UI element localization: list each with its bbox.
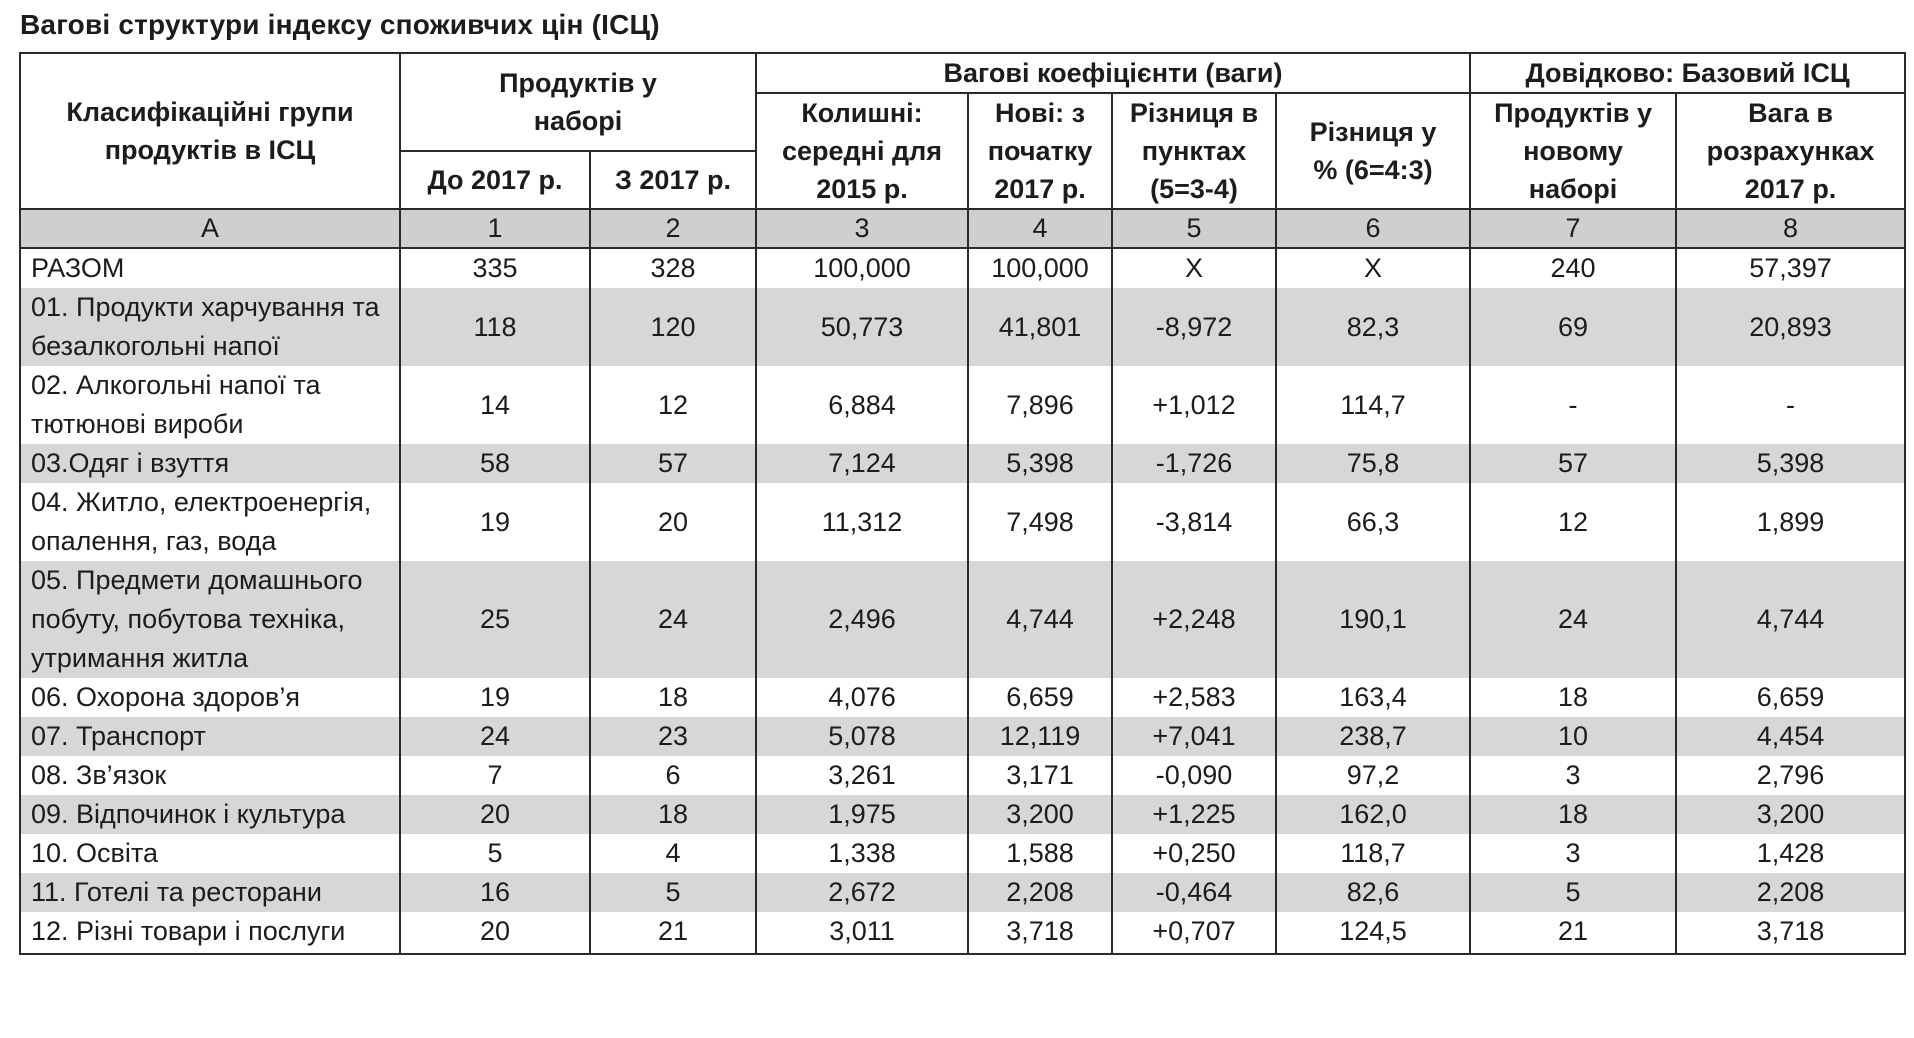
table-row bbox=[20, 795, 1905, 834]
row-value-c2: 4 bbox=[590, 834, 756, 873]
row-value-c8: 4,454 bbox=[1676, 717, 1905, 756]
row-value-c4: 1,588 bbox=[968, 834, 1112, 873]
table-row bbox=[20, 912, 1905, 954]
column-number: 3 bbox=[756, 209, 968, 248]
row-value-c4: 6,659 bbox=[968, 678, 1112, 717]
row-value-c7: - bbox=[1470, 366, 1676, 444]
table-row bbox=[20, 873, 1905, 912]
row-value-c8: 3,200 bbox=[1676, 795, 1905, 834]
row-value-c1: 118 bbox=[400, 288, 590, 366]
row-value-c2: 21 bbox=[590, 912, 756, 954]
row-value-c5: +2,583 bbox=[1112, 678, 1276, 717]
row-value-c8: 6,659 bbox=[1676, 678, 1905, 717]
row-value-c7: 3 bbox=[1470, 756, 1676, 795]
table-row bbox=[20, 561, 1905, 678]
row-value-c4: 5,398 bbox=[968, 444, 1112, 483]
row-value-c5: +1,225 bbox=[1112, 795, 1276, 834]
row-value-c5: +0,250 bbox=[1112, 834, 1276, 873]
row-group-name: 02. Алкогольні напої та тютюнові вироби bbox=[20, 366, 400, 444]
row-value-c3: 3,261 bbox=[756, 756, 968, 795]
row-value-c2: 5 bbox=[590, 873, 756, 912]
row-value-c3: 7,124 bbox=[756, 444, 968, 483]
row-value-c8: 1,899 bbox=[1676, 483, 1905, 561]
row-value-c2: 120 bbox=[590, 288, 756, 366]
row-value-c7: 10 bbox=[1470, 717, 1676, 756]
header-col4: Нові: з початку 2017 р. bbox=[968, 93, 1112, 209]
row-value-c2: 24 bbox=[590, 561, 756, 678]
row-group-name: 08. Зв’язок bbox=[20, 756, 400, 795]
row-group-name: 11. Готелі та ресторани bbox=[20, 873, 400, 912]
column-number: 7 bbox=[1470, 209, 1676, 248]
row-value-c1: 58 bbox=[400, 444, 590, 483]
row-group-name: 12. Різні товари і послуги bbox=[20, 912, 400, 954]
header-col3: Колишні: середні для 2015 р. bbox=[756, 93, 968, 209]
row-group-name: 04. Житло, електроенергія, опалення, газ, вода bbox=[20, 483, 400, 561]
row-value-c7: 240 bbox=[1470, 248, 1676, 288]
table-row bbox=[20, 834, 1905, 873]
row-value-c6: 82,6 bbox=[1276, 873, 1470, 912]
row-value-c6: 163,4 bbox=[1276, 678, 1470, 717]
row-value-c7: 18 bbox=[1470, 678, 1676, 717]
header-col6: Різниця у % (6=4:3) bbox=[1276, 93, 1470, 209]
row-value-c4: 12,119 bbox=[968, 717, 1112, 756]
row-value-c7: 5 bbox=[1470, 873, 1676, 912]
row-value-c8: 4,744 bbox=[1676, 561, 1905, 678]
table-row bbox=[20, 288, 1905, 366]
header-weights: Вагові коефіцієнти (ваги) bbox=[756, 53, 1470, 93]
row-value-c8: 2,208 bbox=[1676, 873, 1905, 912]
column-number: 1 bbox=[400, 209, 590, 248]
row-value-c5: -1,726 bbox=[1112, 444, 1276, 483]
row-value-c2: 6 bbox=[590, 756, 756, 795]
row-value-c6: 97,2 bbox=[1276, 756, 1470, 795]
table-header bbox=[20, 53, 1905, 248]
row-value-c1: 14 bbox=[400, 366, 590, 444]
row-value-c3: 50,773 bbox=[756, 288, 968, 366]
table-row bbox=[20, 717, 1905, 756]
row-value-c6: 75,8 bbox=[1276, 444, 1470, 483]
row-value-c6: 66,3 bbox=[1276, 483, 1470, 561]
header-col1: До 2017 р. bbox=[400, 151, 590, 209]
row-value-c1: 16 bbox=[400, 873, 590, 912]
header-group-col: Класифікаційні групи продуктів в ІСЦ bbox=[20, 53, 400, 209]
row-group-name: 01. Продукти харчування та безалкогольні напої bbox=[20, 288, 400, 366]
row-value-c1: 5 bbox=[400, 834, 590, 873]
row-value-c4: 3,200 bbox=[968, 795, 1112, 834]
row-value-c5: +0,707 bbox=[1112, 912, 1276, 954]
row-value-c1: 20 bbox=[400, 912, 590, 954]
row-value-c2: 20 bbox=[590, 483, 756, 561]
table-row bbox=[20, 248, 1905, 288]
row-value-c5: +7,041 bbox=[1112, 717, 1276, 756]
row-value-c3: 6,884 bbox=[756, 366, 968, 444]
row-value-c6: 124,5 bbox=[1276, 912, 1470, 954]
row-value-c7: 69 bbox=[1470, 288, 1676, 366]
row-value-c3: 5,078 bbox=[756, 717, 968, 756]
row-value-c1: 25 bbox=[400, 561, 590, 678]
row-value-c8: 5,398 bbox=[1676, 444, 1905, 483]
row-value-c3: 1,338 bbox=[756, 834, 968, 873]
table-row bbox=[20, 366, 1905, 444]
row-value-c5: +1,012 bbox=[1112, 366, 1276, 444]
table-row bbox=[20, 444, 1905, 483]
row-value-c4: 100,000 bbox=[968, 248, 1112, 288]
column-number: А bbox=[20, 209, 400, 248]
row-value-c6: 238,7 bbox=[1276, 717, 1470, 756]
row-value-c5: -0,090 bbox=[1112, 756, 1276, 795]
header-products: Продуктів у наборі bbox=[400, 53, 756, 151]
header-col7: Продуктів у новому наборі bbox=[1470, 93, 1676, 209]
row-group-name: 10. Освіта bbox=[20, 834, 400, 873]
row-value-c2: 57 bbox=[590, 444, 756, 483]
row-value-c7: 24 bbox=[1470, 561, 1676, 678]
table-body bbox=[20, 248, 1905, 954]
row-value-c6: Х bbox=[1276, 248, 1470, 288]
row-value-c1: 19 bbox=[400, 678, 590, 717]
row-value-c8: 57,397 bbox=[1676, 248, 1905, 288]
table-title: Вагові структури індексу споживчих цін (ІСЦ) bbox=[20, 9, 660, 40]
row-value-c4: 3,718 bbox=[968, 912, 1112, 954]
row-value-c5: -3,814 bbox=[1112, 483, 1276, 561]
row-group-name: 03.Одяг і взуття bbox=[20, 444, 400, 483]
table-row bbox=[20, 483, 1905, 561]
header-reference: Довідково: Базовий ІСЦ bbox=[1470, 53, 1905, 93]
row-value-c8: - bbox=[1676, 366, 1905, 444]
row-value-c2: 328 bbox=[590, 248, 756, 288]
column-number: 8 bbox=[1676, 209, 1905, 248]
row-value-c6: 190,1 bbox=[1276, 561, 1470, 678]
row-value-c5: -0,464 bbox=[1112, 873, 1276, 912]
row-value-c6: 118,7 bbox=[1276, 834, 1470, 873]
row-value-c1: 24 bbox=[400, 717, 590, 756]
row-value-c8: 1,428 bbox=[1676, 834, 1905, 873]
row-value-c1: 335 bbox=[400, 248, 590, 288]
row-value-c3: 1,975 bbox=[756, 795, 968, 834]
row-value-c4: 7,498 bbox=[968, 483, 1112, 561]
row-value-c5: +2,248 bbox=[1112, 561, 1276, 678]
column-number: 4 bbox=[968, 209, 1112, 248]
row-value-c7: 12 bbox=[1470, 483, 1676, 561]
column-number: 5 bbox=[1112, 209, 1276, 248]
row-value-c3: 11,312 bbox=[756, 483, 968, 561]
row-value-c8: 20,893 bbox=[1676, 288, 1905, 366]
row-value-c3: 3,011 bbox=[756, 912, 968, 954]
row-value-c4: 3,171 bbox=[968, 756, 1112, 795]
row-value-c3: 100,000 bbox=[756, 248, 968, 288]
column-numbers-row bbox=[20, 209, 1905, 248]
row-value-c4: 2,208 bbox=[968, 873, 1112, 912]
row-value-c2: 18 bbox=[590, 795, 756, 834]
row-value-c7: 3 bbox=[1470, 834, 1676, 873]
row-value-c6: 114,7 bbox=[1276, 366, 1470, 444]
cpi-weights-table bbox=[19, 52, 1906, 955]
row-value-c5: Х bbox=[1112, 248, 1276, 288]
row-value-c1: 20 bbox=[400, 795, 590, 834]
row-value-c1: 19 bbox=[400, 483, 590, 561]
row-group-name: 05. Предмети домашнього побуту, побутова техніка, утримання житла bbox=[20, 561, 400, 678]
table-row bbox=[20, 756, 1905, 795]
row-value-c3: 2,672 bbox=[756, 873, 968, 912]
row-value-c3: 2,496 bbox=[756, 561, 968, 678]
row-value-c1: 7 bbox=[400, 756, 590, 795]
row-value-c4: 7,896 bbox=[968, 366, 1112, 444]
row-group-name: 07. Транспорт bbox=[20, 717, 400, 756]
row-value-c5: -8,972 bbox=[1112, 288, 1276, 366]
row-value-c8: 2,796 bbox=[1676, 756, 1905, 795]
row-value-c2: 18 bbox=[590, 678, 756, 717]
row-value-c8: 3,718 bbox=[1676, 912, 1905, 954]
row-group-name: 06. Охорона здоров’я bbox=[20, 678, 400, 717]
row-value-c7: 21 bbox=[1470, 912, 1676, 954]
header-col2: З 2017 р. bbox=[590, 151, 756, 209]
column-number: 6 bbox=[1276, 209, 1470, 248]
row-value-c2: 23 bbox=[590, 717, 756, 756]
row-group-name: 09. Відпочинок і культура bbox=[20, 795, 400, 834]
header-col8: Вага в розрахунках 2017 р. bbox=[1676, 93, 1905, 209]
row-value-c2: 12 bbox=[590, 366, 756, 444]
row-value-c7: 18 bbox=[1470, 795, 1676, 834]
column-number: 2 bbox=[590, 209, 756, 248]
table-row bbox=[20, 678, 1905, 717]
row-value-c7: 57 bbox=[1470, 444, 1676, 483]
row-value-c6: 82,3 bbox=[1276, 288, 1470, 366]
row-value-c4: 4,744 bbox=[968, 561, 1112, 678]
row-value-c4: 41,801 bbox=[968, 288, 1112, 366]
row-value-c3: 4,076 bbox=[756, 678, 968, 717]
row-value-c6: 162,0 bbox=[1276, 795, 1470, 834]
header-col5: Різниця в пунктах (5=3-4) bbox=[1112, 93, 1276, 209]
row-group-name: РАЗОМ bbox=[20, 248, 400, 288]
